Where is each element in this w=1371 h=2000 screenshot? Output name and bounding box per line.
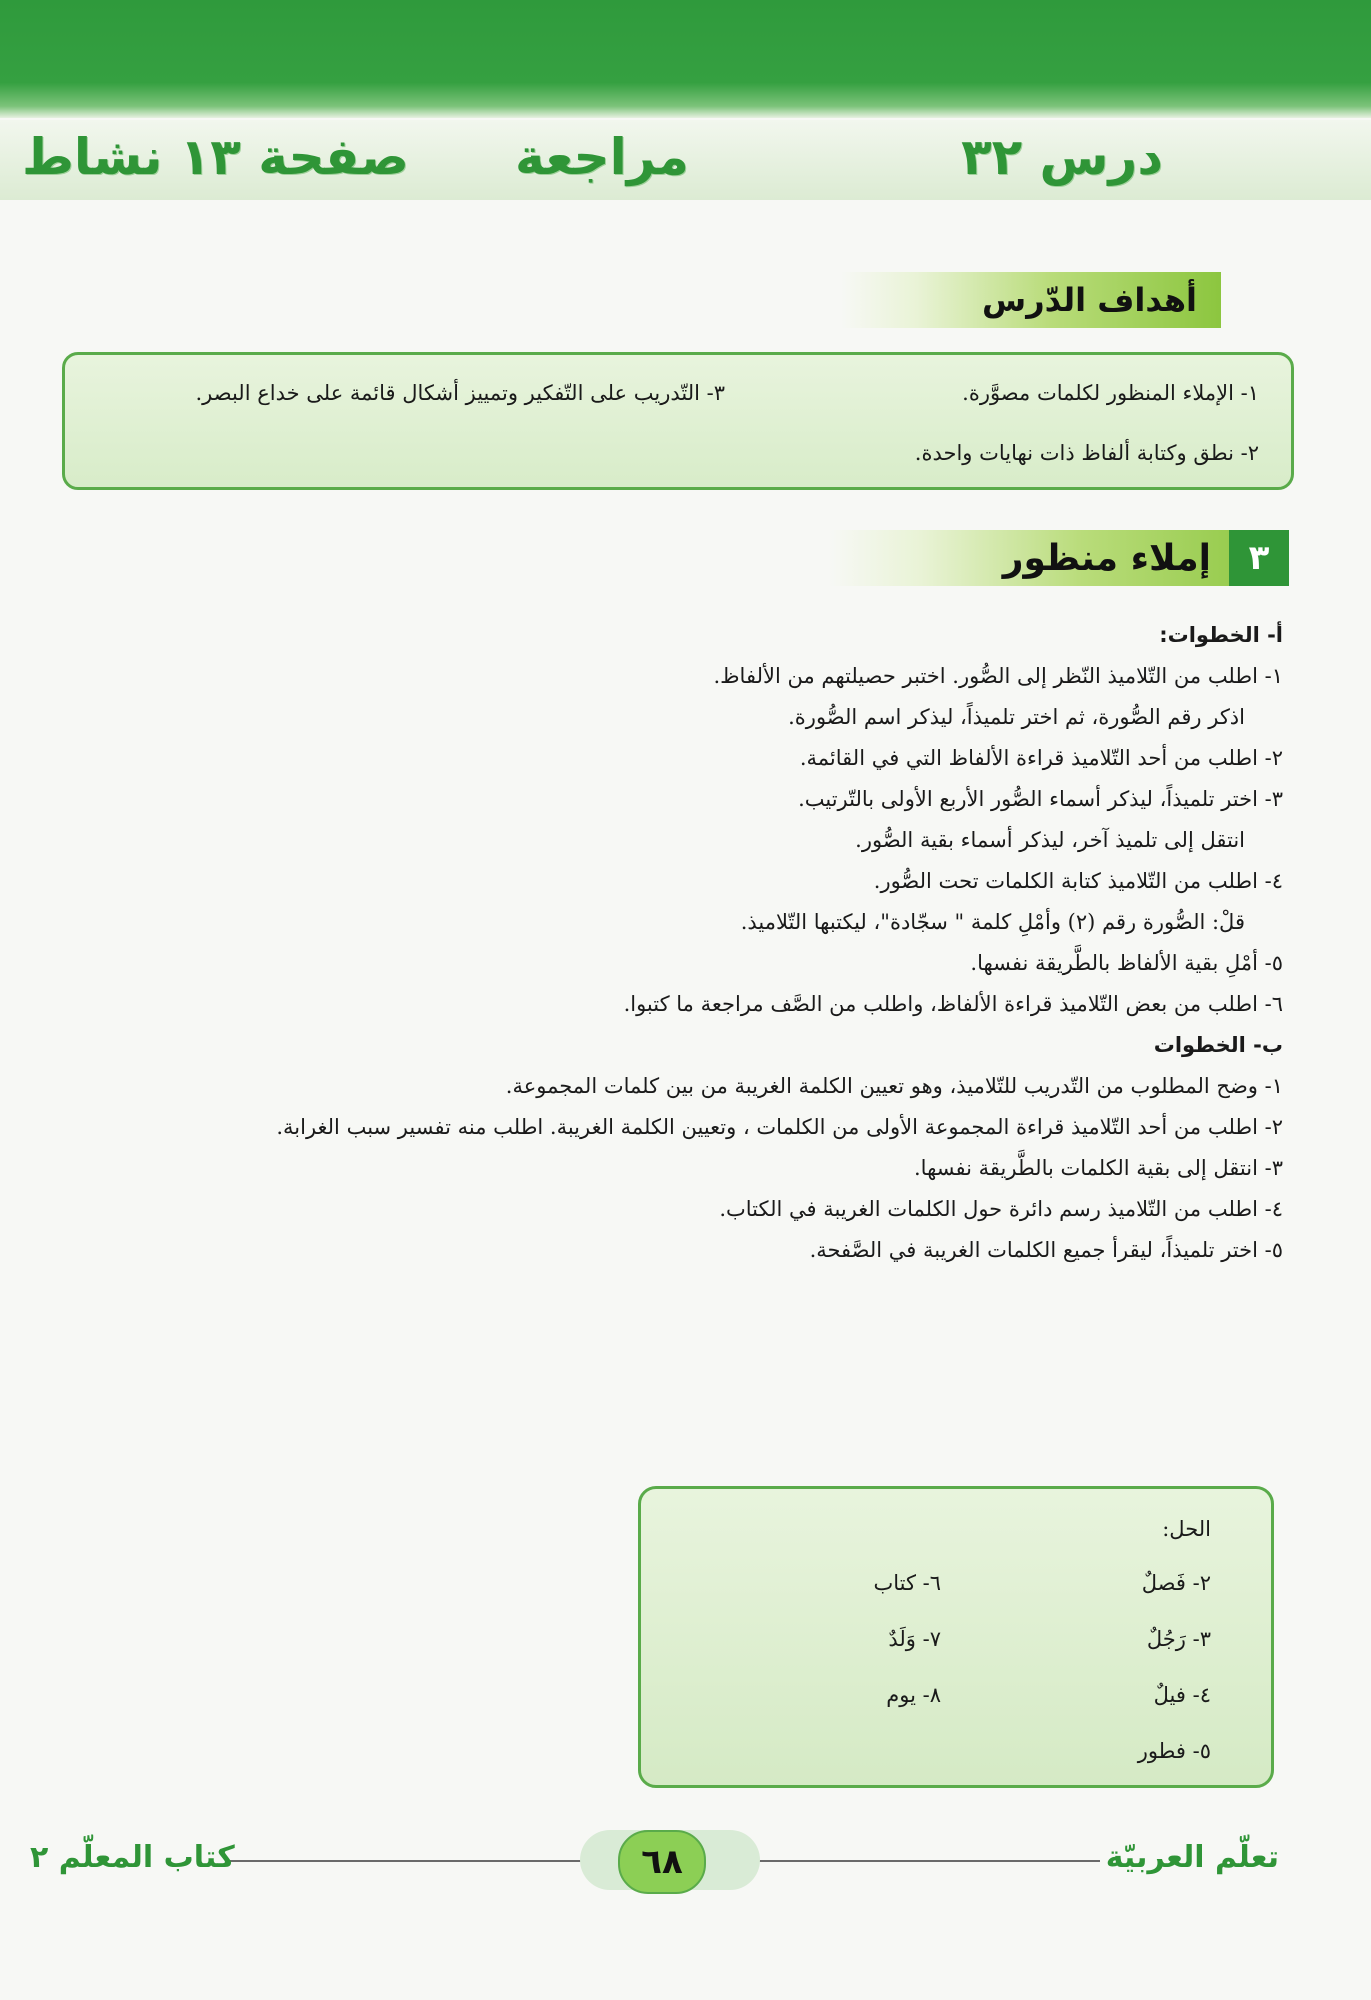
part-b-line: ٤- اطلب من التّلاميذ رسم دائرة حول الكلمات الغريبة في الكتاب. — [719, 1197, 1283, 1221]
lesson-title: مراجعة — [515, 128, 689, 186]
part-a-line: ٢- اطلب من أحد التّلاميذ قراءة الألفاظ التي في القائمة. — [799, 746, 1283, 770]
page-number: ٦٨ — [618, 1830, 706, 1894]
solution-item: ٥- فطور — [1137, 1739, 1211, 1763]
goal-item-3: ٣- التّدريب على التّفكير وتمييز أشكال قائمة على خداع البصر. — [195, 381, 725, 405]
part-a-line: اذكر رقم الصُّورة، ثم اختر تلميذاً، ليذكر اسم الصُّورة. — [788, 705, 1245, 729]
part-a-line: ٦- اطلب من بعض التّلاميذ قراءة الألفاظ، واطلب من الصَّف مراجعة ما كتبوا. — [623, 992, 1283, 1016]
footer-divider-right — [700, 1860, 1100, 1862]
solution-title: الحل: — [1162, 1517, 1211, 1541]
solution-item: ٣- رَجُلٌ — [1146, 1627, 1211, 1651]
part-a-line: ٥- أمْلِ بقية الألفاظ بالطَّريقة نفسها. — [970, 951, 1283, 975]
footer-series-title: تعلّم العربيّة — [1105, 1840, 1279, 1875]
part-a-line: ١- اطلب من التّلاميذ النّظر إلى الصُّور. اختبر حصيلتهم من الألفاظ. — [713, 664, 1283, 688]
goals-heading — [841, 272, 1221, 328]
goals-heading-text: أهداف الدّرس — [982, 281, 1197, 319]
part-a-heading: أ- الخطوات: — [1159, 623, 1283, 647]
part-a-line: ٣- اختر تلميذاً، ليذكر أسماء الصُّور الأربع الأولى بالتّرتيب. — [798, 787, 1283, 811]
top-green-band — [0, 0, 1371, 118]
part-b-heading: ب- الخطوات — [1153, 1033, 1283, 1057]
solution-item: ٢- فَصلٌ — [1141, 1571, 1211, 1595]
part-b-line: ٣- انتقل إلى بقية الكلمات بالطَّريقة نفسها. — [914, 1156, 1283, 1180]
part-a-line: انتقل إلى تلميذ آخر، ليذكر أسماء بقية الصُّور. — [855, 828, 1245, 852]
instructions-content — [103, 620, 1283, 1276]
goal-item-1: ١- الإملاء المنظور لكلمات مصوَّرة. — [962, 381, 1259, 405]
footer-divider-left — [230, 1860, 610, 1862]
part-a-line: ٤- اطلب من التّلاميذ كتابة الكلمات تحت الصُّور. — [873, 869, 1283, 893]
solution-item: ٤- فيلٌ — [1153, 1683, 1211, 1707]
goal-item-2: ٢- نطق وكتابة ألفاظ ذات نهايات واحدة. — [914, 441, 1259, 465]
part-a-line: قلْ: الصُّورة رقم (٢) وأمْلِ كلمة " سجّادة"، ليكتبها التّلاميذ. — [740, 910, 1245, 934]
solution-item: ٨- يوم — [886, 1683, 941, 1707]
part-b-line: ٢- اطلب من أحد التّلاميذ قراءة المجموعة الأولى من الكلمات ، وتعيين الكلمة الغريبة. اطلب منه تفسير سبب الغرابة. — [276, 1115, 1283, 1139]
lesson-number: درس ٣٢ — [961, 128, 1163, 186]
solution-item: ٧- وَلَدٌ — [888, 1627, 941, 1651]
part-b-line: ١- وضح المطلوب من التّدريب للتّلاميذ، وهو تعيين الكلمة الغريبة من بين كلمات المجموعة. — [505, 1074, 1283, 1098]
solution-item: ٦- كتاب — [873, 1571, 941, 1595]
goals-box — [62, 352, 1294, 490]
footer-book-title: كتاب المعلّم ٢ — [30, 1840, 235, 1875]
section-heading — [829, 530, 1289, 586]
section-number-badge: ٣ — [1229, 530, 1289, 586]
solution-box — [638, 1486, 1274, 1788]
section-heading-text: إملاء منظور — [1002, 537, 1211, 579]
part-b-line: ٥- اختر تلميذاً، ليقرأ جميع الكلمات الغريبة في الصَّفحة. — [809, 1238, 1283, 1262]
page-activity-label: صفحة ١٣ نشاط — [22, 128, 409, 186]
